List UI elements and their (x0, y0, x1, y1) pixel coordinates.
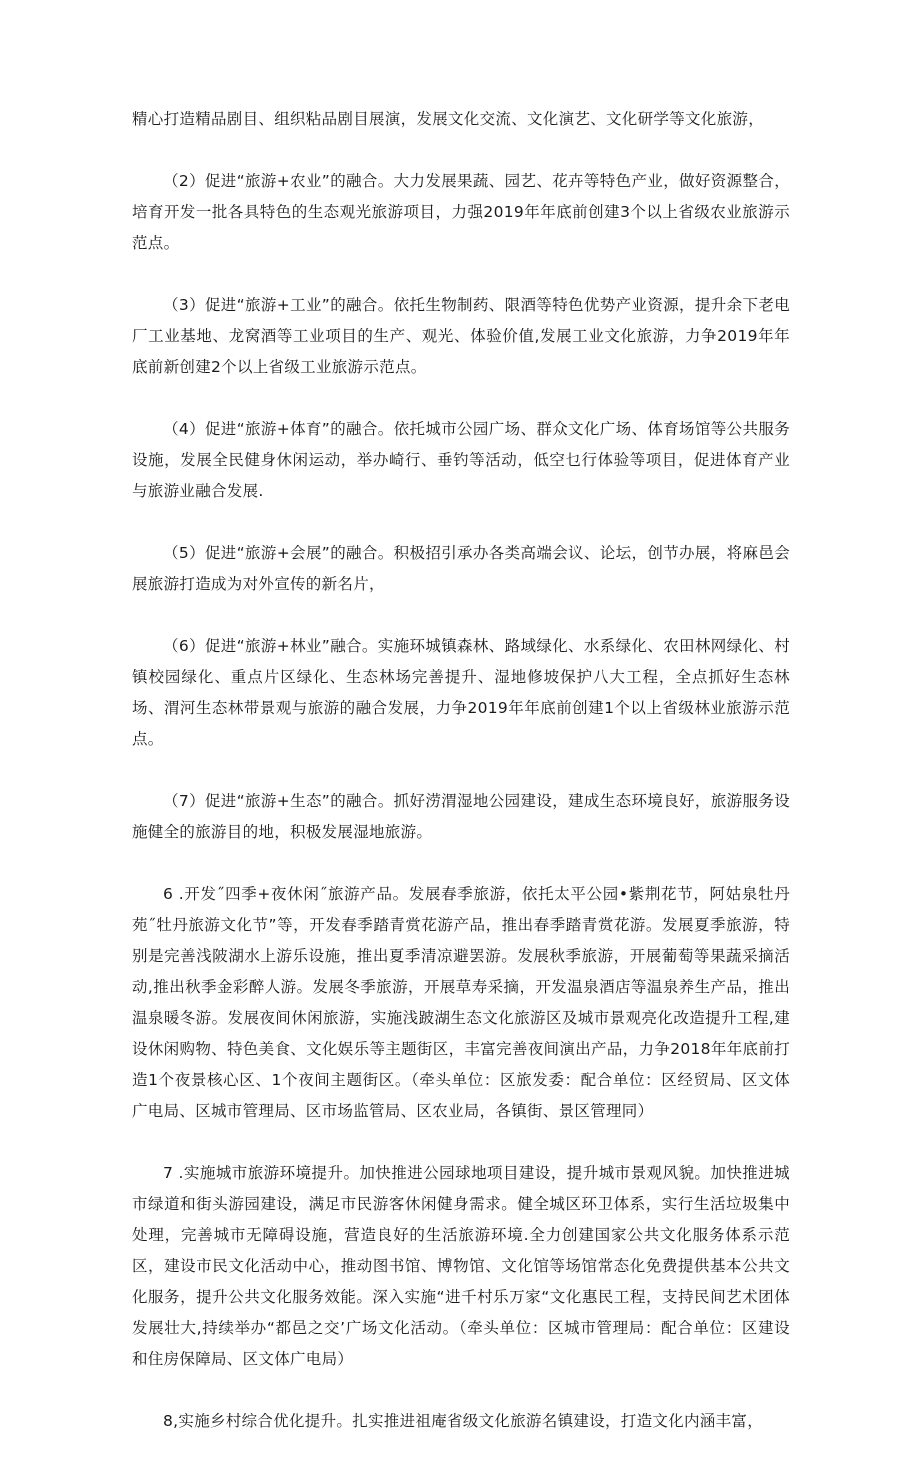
paragraph-tourism-ecology: （7）促进“旅游+生态”的融合。抓好涝渭湿地公园建设，建成生态环境良好，旅游服务设施健全的旅游目的地，积极发展湿地旅游。 (132, 792, 790, 841)
paragraph-item-7-urban-environment: 7 .实施城市旅游环境提升。加快推进公园球地项目建设，提升城市景观风貌。加快推进城市绿道和街头游园建设，满足市民游客休闲健身需求。健全城区环卫体系，实行生活垃圾集中处理，完善城市无障碍设施，营造良好的生活旅游环境.全力创建国家公共文化服务体系示范区，建设市民文化活动中心，推动图书馆、博物馆、文化馆等场馆常态化免费提供基本公共文化服务，提升公共文化服务效能。深入实施“进千村乐万家“文化惠民工程，支持民间艺术团体发展壮大,持续举办“都邑之交’广场文化活动。（牵头单位：区城市管理局：配合单位：区建设和住房保障局、区文体广电局） (132, 1164, 790, 1368)
paragraph-tourism-agriculture: （2）促进“旅游+农业”的融合。大力发展果蔬、园艺、花卉等特色产业，做好资源整合，培育开发一批各具特色的生态观光旅游项目，力强2019年年底前创建3个以上省级农业旅游示范点。 (132, 172, 790, 252)
document-body (132, 104, 790, 1468)
paragraph-tourism-sports: （4）促进“旅游+体育”的融合。依托城市公园广场、群众文化广场、体育场馆等公共服务设施，发展全民健身休闲运动，举办崎行、垂钓等活动，低空乜行体验等项目，促进体育产业与旅游业融合发展. (132, 420, 790, 500)
paragraph-tourism-forestry: （6）促进“旅游+林业”融合。实施环城镇森林、路域绿化、水系绿化、农田林网绿化、村镇校园绿化、重点片区绿化、生态林场完善提升、湿地修坡保护八大工程，全点抓好生态林场、渭河生态林带景观与旅游的融合发展，力争2019年年底前创建1个以上省级林业旅游示范点。 (132, 637, 790, 748)
paragraph-tourism-industry: （3）促进“旅游+工业”的融合。依托生物制药、限酒等特色优势产业资源，提升余下老电厂工业基地、龙窝酒等工业项目的生产、观光、体验价值,发展工业文化旅游，力争2019年年底前新创建2个以上省级工业旅游示范点。 (132, 296, 790, 376)
paragraph-tourism-exhibition: （5）促进“旅游+会展”的融合。积极招引承办各类高端会议、论坛，创节办展，将麻邑会展旅游打造成为对外宣传的新名片， (132, 544, 790, 593)
paragraph-item-6-seasonal-tourism: 6 .开发˝四季+夜休闲˝旅游产品。发展春季旅游，依托太平公园•紫荆花节，阿姑泉牡丹苑˝牡丹旅游文化节”等，开发春季踏青赏花游产品，推出春季踏青赏花游。发展夏季旅游，特别是完善浅陂湖水上游乐设施，推出夏季清凉避罢游。发展秋季旅游，开展葡萄等果蔬采摘活动,推出秋季金彩醉人游。发展冬季旅游，开展草寿采摘，开发温泉酒店等温泉养生产品，推出温泉暖冬游。发展夜间休闲旅游，实施浅跛湖生态文化旅游区及城市景观亮化改造提升工程,建设休闲购物、特色美食、文化娱乐等主题街区，丰富完善夜间演出产品，力争2018年年底前打造1个夜景核心区、1个夜间主题街区。（牵头单位：区旅发委：配合单位：区经贸局、区文体广电局、区城市管理局、区市场监管局、区农业局，各镇街、景区管理同） (132, 885, 790, 1120)
paragraph-item-8-rural-optimization: 8,实施乡村综合优化提升。扎实推进祖庵省级文化旅游名镇建设，打造文化内涵丰富， (163, 1412, 763, 1430)
paragraph-cultural-tourism-continuation: 精心打造精品剧目、组织粘品剧目展演，发展文化交流、文化演艺、文化研学等文化旅游， (132, 110, 765, 128)
